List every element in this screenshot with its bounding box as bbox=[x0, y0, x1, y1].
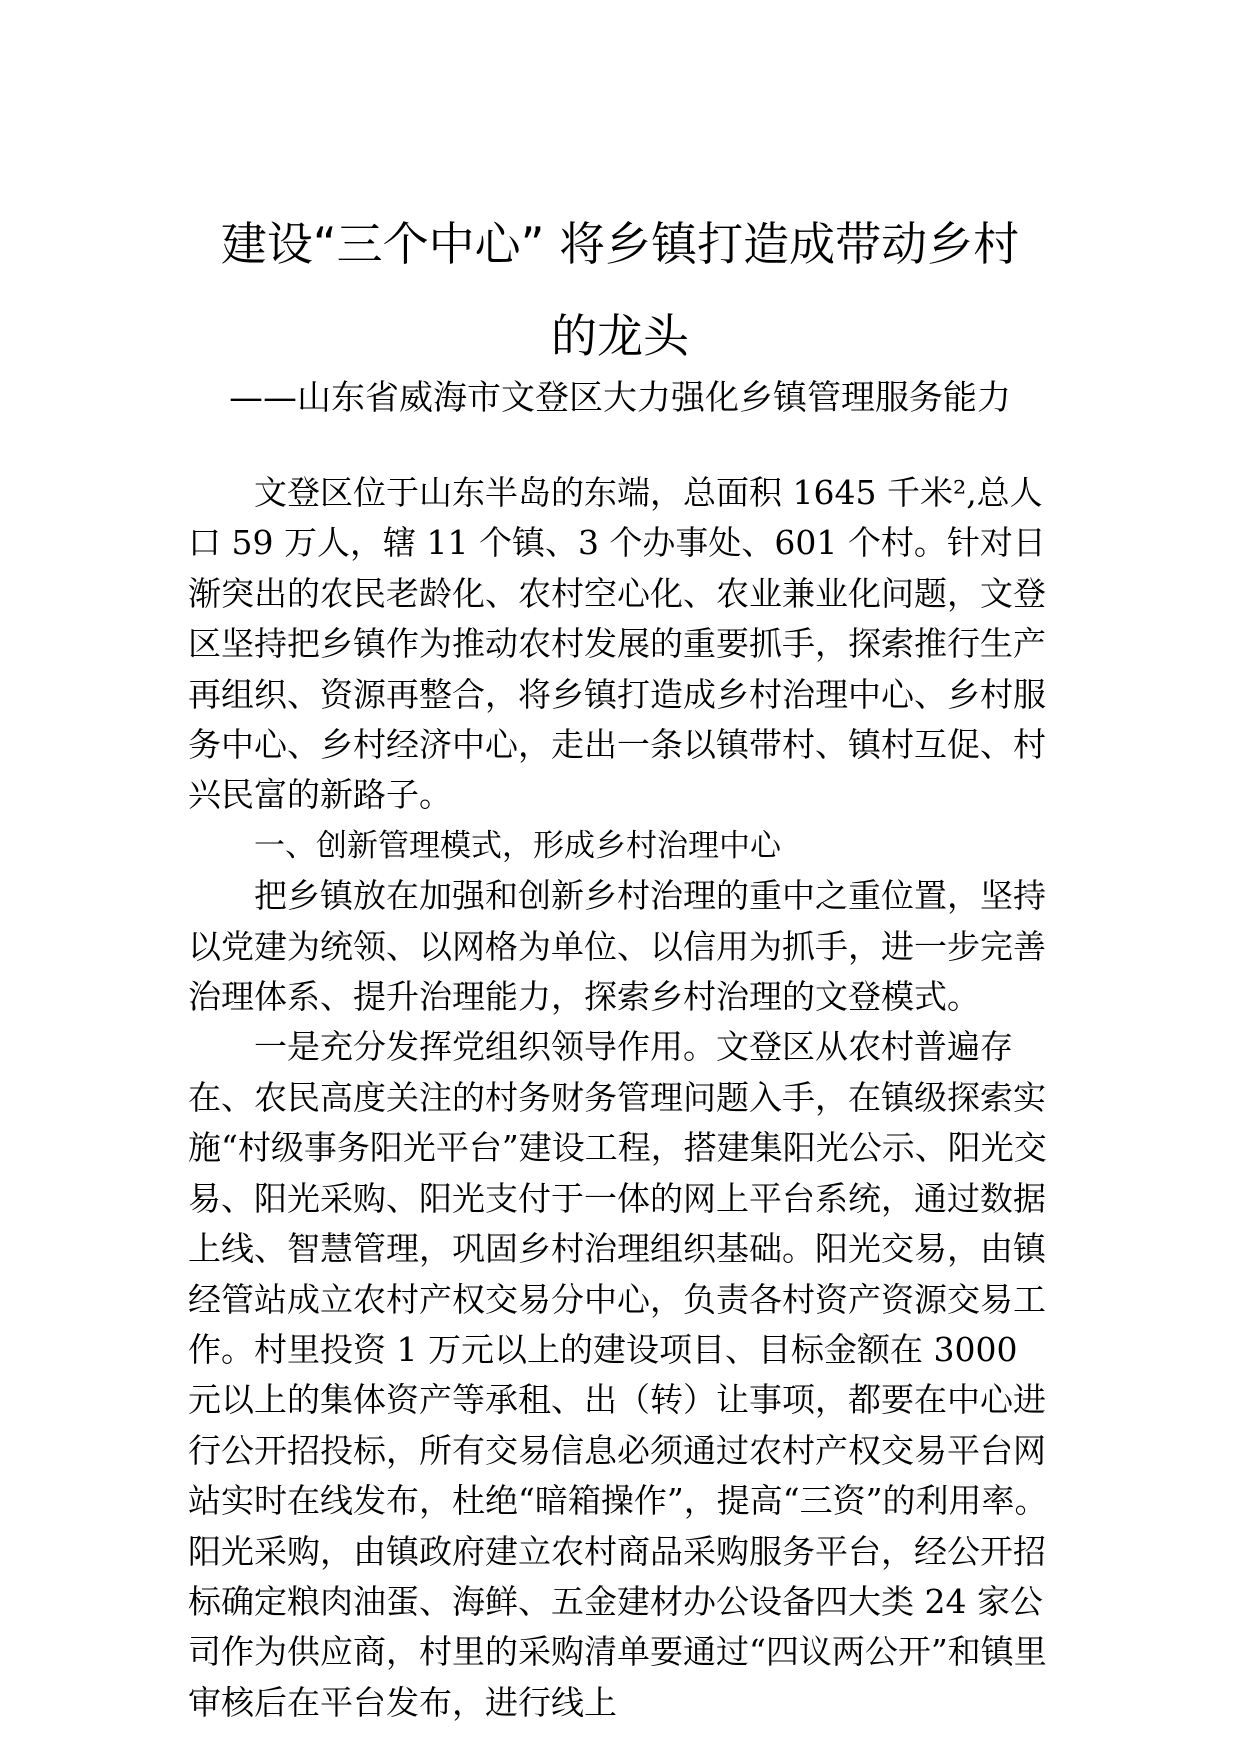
section-heading: 一、创新管理模式，形成乡村治理中心 bbox=[254, 827, 781, 864]
title-line-1: 建设“三个中心” 将乡镇打造成带动乡村 bbox=[220, 217, 1020, 271]
document-body bbox=[188, 468, 1060, 1728]
section-paragraph: 把乡镇放在加强和创新乡村治理的重中之重位置，坚持以党建为统领、以网格为单位、以信用为抓手，进一步完善治理体系、提升治理能力，探索乡村治理的文登模式。 bbox=[188, 876, 1046, 1017]
intro-paragraph: 文登区位于山东半岛的东端，总面积 1645 千米²,总人口 59 万人，辖 11 个镇、3 个办事处、601 个村。针对日渐突出的农民老龄化、农村空心化、农业兼业化问题，文登区坚持把乡镇作为推动农村发展的重要抓手，探索推行生产再组织、资源再整合，将乡镇打造成乡村治理中心、乡村服务中心、乡村经济中心，走出一条以镇带村、镇村互促、村兴民富的新路子。 bbox=[188, 473, 1046, 815]
section-paragraph: 一是充分发挥党组织领导作用。文登区从农村普遍存在、农民高度关注的村务财务管理问题入手，在镇级探索实施“村级事务阳光平台”建设工程，搭建集阳光公示、阳光交易、阳光采购、阳光支付于一体的网上平台系统，通过数据上线、智慧管理，巩固乡村治理组织基础。阳光交易，由镇经管站成立农村产权交易分中心，负责各村资产资源交易工作。村里投资 1 万元以上的建设项目、目标金额在 3000 元以上的集体资产等承租、出（转）让事项，都要在中心进行公开招投标，所有交易信息必须通过农村产权交易平台网站实时在线发布，杜绝“暗箱操作”，提高“三资”的利用率。阳光采购，由镇政府建立农村商品采购服务平台，经公开招标确定粮肉油蛋、海鲜、五金建材办公设备四大类 24 家公司作为供应商，村里的采购清单要通过“四议两公开”和镇里审核后在平台发布，进行线上 bbox=[188, 1027, 1048, 1722]
title-line-2: 的龙头 bbox=[551, 309, 689, 363]
subtitle: ——山东省威海市文登区大力强化乡镇管理服务能力 bbox=[229, 378, 1011, 418]
